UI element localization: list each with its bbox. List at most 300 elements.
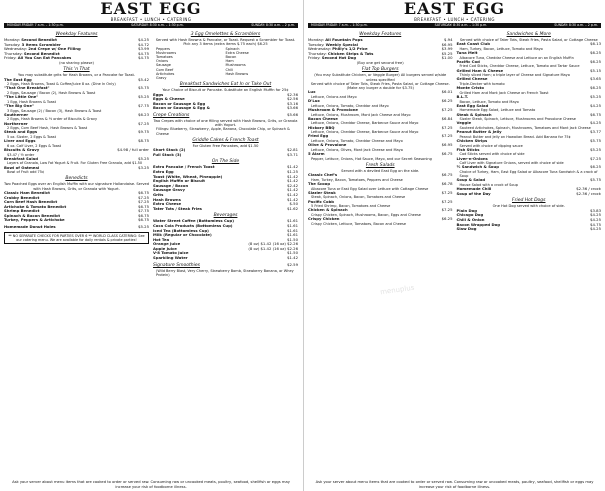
item-desc: Served with choice of dipping sauce xyxy=(459,143,523,148)
item-name: Sizzler Steak xyxy=(308,189,336,195)
right-col-2 xyxy=(457,30,602,232)
item-name: Bowl of Oatmeal xyxy=(4,164,40,170)
item-price: $2.36 xyxy=(287,91,298,97)
filling: Gravy xyxy=(156,76,167,81)
footer-disclaimer: Ask your server about menu items that are cooked to order or served raw. Consuming raw or uncooked meats, poultry, seafood, shellfish or eggs may increase your risk of foodborne illness. xyxy=(12,480,290,489)
left-col-1 xyxy=(4,30,149,277)
item-price: $4.25 xyxy=(590,216,601,222)
item-name: Liver-n-Onions xyxy=(456,155,488,161)
notice-box: ** NO SEPARATE CHECKS FOR PARTIES OVER 6 ** WORLD CLASS CATERING: See our catering menu. We are available for daily rentals & private parties! xyxy=(4,232,149,244)
item-price: $6.25 xyxy=(590,85,601,91)
item-price: $1.61 xyxy=(287,227,298,233)
item-name: Apple Juice xyxy=(153,245,177,251)
item-price: $6.75 xyxy=(138,217,149,223)
hours-saturday: SATURDAY: 8:30 a.m. – 1:30 p.m. xyxy=(131,23,184,27)
item-price: $5.75 xyxy=(590,177,601,183)
item-price: $1.25 xyxy=(287,168,298,174)
item-price: $6.84 xyxy=(441,115,453,121)
item-name: Chicago Dog xyxy=(456,212,484,218)
item-price: $2.56 xyxy=(287,96,298,102)
item-price: $7.25 xyxy=(441,133,453,139)
footer-disclaimer: Ask your server about menu items that are cooked to order or served raw. Consuming raw or uncooked meats, poultry, seafood, shellfish or eggs may increase your risk of foodborne illness. xyxy=(315,480,594,489)
item-price: $2.36 / crock xyxy=(576,186,601,192)
filling: Mushrooms xyxy=(156,50,177,55)
item-name: Eggs & Cheese xyxy=(153,96,185,102)
item-desc: 6 oz. Calf Liver, 2 Eggs & Toast xyxy=(7,143,62,148)
item-desc: Calf Liver with Signature Onions, served with choice of side xyxy=(459,161,564,166)
item-name: Slaw Dog xyxy=(456,226,477,232)
beverage-list xyxy=(153,219,298,260)
item-name: Grits xyxy=(153,191,164,197)
item-price: $3.25 xyxy=(138,164,149,170)
sandwich-list xyxy=(457,42,602,196)
item-price: $7.75 xyxy=(138,208,149,214)
item-name: Chicken Strips & Tots xyxy=(327,50,374,56)
smoothie-desc: (Wild Berry Blast, Very Cherry, Strawberry Bomb, Strawberry Banana, or Whey Protein) xyxy=(156,268,294,277)
item-name: Extra Egg xyxy=(153,168,174,174)
item-name: Weekly Special xyxy=(325,41,358,47)
item-name: Water Street Coffee (Bottomless Cup) xyxy=(153,218,234,224)
item-name: All Fountain Pops xyxy=(325,37,363,42)
item-price: $4.25 xyxy=(590,102,601,108)
omelette-price-line: Pick any 3 items (extra items $.75 each) $6.25 xyxy=(183,42,268,47)
filling: Tomatoes xyxy=(156,55,173,59)
item-name: Bacon or Sausage & Egg & xyxy=(153,105,210,111)
item-price: $7.25 xyxy=(441,124,453,130)
item-desc: $3.47 / ½ order xyxy=(7,152,35,157)
item-price: $5.25 xyxy=(441,50,453,56)
item-name: Hot Tea xyxy=(153,236,170,242)
section-desc: Served with choice of Tater Tots, Steak Fries, Pasta Salad, or Cottage Cheese xyxy=(459,38,598,42)
item-price: $1.42 xyxy=(287,178,298,184)
item-name: "That One Breakfast" xyxy=(4,85,50,91)
item-price: $1.61 xyxy=(287,232,298,238)
weekday-note: (no sharing please) xyxy=(59,60,94,65)
filling: Artichokes xyxy=(156,71,175,76)
item-name: All You Can Eat Pancakes xyxy=(17,55,72,61)
item-price: $2.42 xyxy=(287,182,298,188)
filling: Ham xyxy=(225,59,234,64)
item-desc: Lettuce, Onions, Olives, Mont Jack Cheese and Mayo xyxy=(311,147,403,152)
item-desc: House Salad with a crock of Soup xyxy=(459,183,518,188)
item-name: Fried Egg xyxy=(308,133,329,139)
item-price: $7.25 xyxy=(590,155,601,161)
item-desc: Lettuce, Onions, Cheddar Cheese, Barbecue Sauce and Mayo xyxy=(311,130,419,135)
hours-bar xyxy=(4,23,298,28)
section-desc: Served with choice of Tater Tots, Steak Fries, Pasta Salad, or Cottage Cheese. xyxy=(310,81,450,86)
item-name: ½ Sandwich & Soup xyxy=(456,164,499,170)
item-name: Sausage / Bacon xyxy=(153,182,189,188)
item-name: Soup of the Day xyxy=(456,190,491,196)
section-desc: Served with Hash Browns & Pancake, or Toast. Request a Scrambler for Toast. xyxy=(155,38,296,42)
item-price: $5.25 xyxy=(138,224,149,230)
hours-saturday: SATURDAY: 8:30 a.m. – 1:30 p.m. xyxy=(434,23,488,27)
item-name: Full Stack (3) xyxy=(153,151,182,157)
item-name: Mushroom & Provolone xyxy=(308,107,358,113)
item-price: $7.25 xyxy=(441,107,453,113)
item-price: $1.42 xyxy=(287,196,298,202)
item-name: Orange Juice xyxy=(153,241,181,247)
item-price: $6.95 xyxy=(441,142,453,148)
hours-sunday: SUNDAY: 8:30 a.m. – 2 p.m. xyxy=(251,23,295,27)
item-name: Grilled Ham & Cheese xyxy=(456,67,504,73)
item-price: $2.36 / crock xyxy=(576,190,601,196)
item-name: Turkey, Peppers & Artichoke xyxy=(4,217,65,223)
item-name: Sausage Gravy xyxy=(153,187,185,193)
section-title: On The Side xyxy=(211,159,240,165)
section-desc: Two Poached Eggs over an English Muffin with our signature Hollandaise. Served with Hash Browns, Grits, or Granola with Yogurt. xyxy=(4,182,149,191)
donut-item xyxy=(4,225,149,230)
section-desc: Two Crepes with choice of one filling served with Hash Browns, Grits, or Granola with Yogurt. xyxy=(153,118,298,128)
item-price: $6.25 xyxy=(590,164,601,170)
filling: Hash Browns xyxy=(225,71,249,76)
hours-sunday: SUNDAY: 8:30 a.m. – 2 p.m. xyxy=(554,23,598,27)
hours-bar xyxy=(308,23,601,28)
item-price: $8.75 xyxy=(138,138,149,144)
section-desc: (You may Substitute Chicken, or Veggie Burger) All burgers served w/side unless specified xyxy=(314,73,447,82)
item-name: Monte Cristo xyxy=(456,85,484,91)
filling: Onions xyxy=(156,59,169,64)
item-name: English Muffin or Biscuit xyxy=(153,178,205,184)
item-name: Iced Tea (Bottomless Cup) xyxy=(153,227,209,233)
item-name: Peanut Butter & Jelly xyxy=(456,129,502,135)
weekday-note: (Buy one get second free) xyxy=(356,60,404,65)
day-label: Friday: xyxy=(308,55,321,61)
this-that-list xyxy=(4,78,149,175)
item-name: Toast (White, Wheat, Pineapple) xyxy=(153,173,223,179)
list-item xyxy=(4,218,149,223)
breakfast-panel xyxy=(0,0,302,491)
section-desc: For Gluten Free Pancakes, add $1.50 xyxy=(192,143,259,148)
item-name: Breakfast Salad xyxy=(4,155,38,161)
item-name: Short Stack (2) xyxy=(153,147,186,153)
item-name: Southerner xyxy=(4,111,29,117)
benedict-list xyxy=(4,191,149,223)
item-name: East Egg Salad xyxy=(456,102,489,108)
item-desc: Crispy Chicken, Spinach, Mushrooms, Bacon, Eggs and Cheese xyxy=(311,212,421,217)
item-name: Liver and Eggs xyxy=(4,138,36,144)
item-price: $6.75 xyxy=(138,212,149,218)
item-price: $3.66 xyxy=(287,105,298,111)
brand-tagline: BREAKFAST • LUNCH • CATERING xyxy=(414,17,495,22)
item-price: $1.61 xyxy=(287,222,298,228)
item-name: Chicken Strips xyxy=(456,138,488,144)
item-desc: Bowl of Fruit add 75¢ xyxy=(7,170,45,175)
item-name: Crabby Benedict xyxy=(4,194,40,200)
item-desc: 2 Eggs, Sausage / Bacon (2), Hash Browns & Toast xyxy=(7,90,96,95)
section-title: Griddle Cakes & French Toast xyxy=(192,137,259,143)
day-label: Monday: xyxy=(4,37,20,42)
item-desc: 5 Fried Shrimp, Bacon, Tomatoes and Cheese xyxy=(311,204,391,209)
item-price: $6.75 xyxy=(590,111,601,117)
salad-list xyxy=(308,173,453,226)
item-name: V-8 Tomato Juice xyxy=(153,250,189,256)
item-name: "The Big One" xyxy=(4,102,34,108)
item-price: $1.62 xyxy=(287,205,298,211)
item-price: $3.99 xyxy=(138,46,149,52)
filling: Peppers xyxy=(156,46,170,51)
watermark: menuplus xyxy=(379,283,415,297)
item-name: Pacific Cod xyxy=(456,58,480,64)
item-desc: Peanut Butter and Jelly on Hawaiian Bread. Add Banana for 75¢ xyxy=(459,134,571,139)
item-price: $9.75 xyxy=(138,129,149,135)
item-desc: 5 oz. Sizzler, 2 Eggs & Toast xyxy=(7,134,56,139)
section-title: Benedicts xyxy=(65,176,88,182)
list-item xyxy=(153,256,298,261)
section-title: Crepe Creations xyxy=(153,112,190,118)
item-price: $2.59 xyxy=(287,261,298,267)
item-desc: Albacore Tuna, Cheddar Cheese and Lettuce on an English Muffin xyxy=(459,55,574,60)
item-name: Bacon Cheese xyxy=(308,115,338,121)
item-name: Northerner xyxy=(4,120,28,126)
day-label: Wednesday: xyxy=(308,46,331,52)
item-price: (8 oz) $1.42 (16 oz) $2.26 xyxy=(248,245,298,251)
item-price: $1.42 xyxy=(287,255,298,261)
hours-weekday: MONDAY-FRIDAY: 7 a.m. – 1:30 p.m. xyxy=(7,23,64,27)
item-desc: Ham, Turkey, Bacon, Tomatoes, Peppers and Cheese xyxy=(311,177,403,182)
item-price: $5.25 xyxy=(138,155,149,161)
item-name: Shrimp Benedict xyxy=(4,208,40,214)
section-title: Fried Hot Dogs xyxy=(512,198,546,204)
section-title: Breakfast Sandwiches Eat In or Take Out xyxy=(179,82,272,88)
item-name: Extra Pancake / French Toast xyxy=(153,164,215,170)
section-title: Sandwiches & More xyxy=(506,32,551,37)
item-name: Soup & Salad xyxy=(456,177,486,183)
filling: Extra Cheese xyxy=(225,50,249,55)
item-price: $5.75 xyxy=(138,85,149,91)
item-price: $6.95 xyxy=(441,41,453,47)
item-name: Extra Cheese xyxy=(153,201,182,207)
item-price: $4.72 xyxy=(138,41,149,47)
item-price: $6.25 xyxy=(590,50,601,56)
item-desc: 3 Eggs, Sausage (2) / Bacon (3), Hash Browns & Toast xyxy=(7,108,102,113)
item-price: $7.25 xyxy=(138,199,149,205)
item-desc: Albacore Tuna or East Egg Salad over Lettuce with Cottage Cheese xyxy=(311,186,429,191)
item-desc: Ham, Turkey, Bacon, Lettuce, Tomato and Mayo xyxy=(459,46,543,51)
item-name: 2nd Crepe w/ One Filling xyxy=(28,46,81,52)
section-desc: Your Choice of Biscuit or Pancake. Substitute an English Muffin for 25¢ xyxy=(162,88,289,93)
item-price: $2.81 xyxy=(287,147,298,153)
item-price: $3.16 xyxy=(287,100,298,106)
item-price: $6.75 xyxy=(441,151,453,157)
item-name: Homemade Chili xyxy=(456,186,492,192)
item-desc: Triple-Decker with tomato xyxy=(459,82,505,87)
item-price: $5.25 xyxy=(590,146,601,152)
item-name: Grilled Cheese xyxy=(456,76,488,82)
item-name: East Coast Club xyxy=(456,41,490,47)
item-price: $1.42 xyxy=(287,187,298,193)
item-desc: Lettuce, Onions, Mushroom, Mont Jack Cheese and Mayo xyxy=(311,112,411,117)
item-desc: 2 Eggs, Corn Beef Hash, Hash Browns & Toast xyxy=(7,126,88,131)
item-price: $5.25 xyxy=(590,94,601,100)
brand-logo: EAST EGG xyxy=(403,0,506,18)
item-name: Chili & Onion xyxy=(456,216,485,222)
item-price: $4.75 xyxy=(138,50,149,56)
item-name: Artichoke & Tomato Benedict xyxy=(4,203,67,209)
item-name: Second Benedict xyxy=(21,37,57,42)
item-name: Hickory BBQ xyxy=(308,124,335,130)
list-item xyxy=(153,153,298,158)
filling: Mushrooms xyxy=(225,63,246,68)
item-name: Fish Sticks xyxy=(456,146,480,152)
filling: Sausage xyxy=(156,63,171,68)
burger-list xyxy=(308,90,453,160)
item-price: $6.25 xyxy=(441,98,453,104)
item-price: $3.71 xyxy=(287,151,298,157)
item-price: $3.99 xyxy=(441,46,453,52)
item-name: Pacific Cobb xyxy=(308,198,335,204)
item-name: Corn Beef Hash Benedict xyxy=(4,199,58,205)
brand-logo: EAST EGG xyxy=(100,0,202,18)
item-desc: Sizzler Steak, Spinach, Lettuce, Mushrooms and Provolone Cheese xyxy=(459,117,576,122)
item-name: Milk (Regular or Chocolate) xyxy=(153,232,212,238)
item-price: $.50 xyxy=(289,201,298,207)
item-name: Classic Ham Benedict xyxy=(4,189,50,195)
section-title: Weekday Features xyxy=(55,32,98,37)
item-price: $1.00 xyxy=(441,55,453,61)
list-item xyxy=(457,192,602,197)
item-price: $.94 xyxy=(444,37,453,42)
item-name: Lux xyxy=(308,89,316,95)
item-price: $1.50 xyxy=(287,236,298,242)
item-desc: Homemade Egg Salad, Lettuce and Tomato xyxy=(459,108,536,113)
item-desc: Steak, Spinach, Onions, Bacon, Tomatoes and Cheese xyxy=(311,195,406,200)
item-name: Chicken & Spinach xyxy=(308,207,348,213)
item-price: $7.75 xyxy=(138,102,149,108)
filling: Spinach xyxy=(225,46,240,51)
item-name: Olive & Provolone xyxy=(308,142,347,148)
filling: Bacon xyxy=(225,55,237,59)
item-name: Tater Tots / Steak Fries xyxy=(153,205,202,211)
item-price: $4.75 xyxy=(590,221,601,227)
section-title: Flat Top Burgers xyxy=(361,67,399,73)
item-name: Homemade Donut Holes xyxy=(4,224,56,230)
day-label: Tuesday: xyxy=(308,41,325,47)
item-desc: Lettuce, Onions and Mayo xyxy=(311,95,357,100)
section-title: Fresh Salads xyxy=(365,162,395,168)
item-price: $6.75 xyxy=(138,203,149,209)
section-desc: One Hot Dog served with choice of side. xyxy=(492,204,565,209)
lunch-panel xyxy=(303,0,605,491)
section-desc: (Make any burger a double for $3.75) xyxy=(346,86,414,91)
item-name: Classic Chef's xyxy=(308,172,338,178)
item-price: $5.75 xyxy=(590,138,601,144)
item-name: Coca Cola Products (Bottomless Cup) xyxy=(153,222,233,228)
item-name: 5 Alarm xyxy=(308,151,325,157)
item-desc: Sauteed Artichokes, Spinach, Mushrooms, Tomatoes and Mont Jack Cheese xyxy=(459,126,591,131)
item-price: $4.25 xyxy=(590,212,601,218)
item-price: $1.50 xyxy=(287,250,298,256)
item-price: $5.25 xyxy=(138,94,149,100)
item-desc: Bacon, Lettuce, Tomato and Mayo xyxy=(459,99,519,104)
sides-list xyxy=(153,165,298,211)
item-name: Hash Browns xyxy=(153,196,181,202)
item-price: $5.15 xyxy=(590,67,601,73)
item-name: Bacon Wrapped Dog xyxy=(456,221,500,227)
item-name: Eggs xyxy=(153,91,164,97)
item-name: B.L.T. xyxy=(456,94,469,100)
item-name: Sparkling Water xyxy=(153,255,188,261)
day-label: Tuesday: xyxy=(4,41,21,47)
item-desc: Lettuce, Onions, Cheddar Cheese, Barbecue Sauce and Mayo xyxy=(311,121,419,126)
item-price: $5.42 xyxy=(138,76,149,82)
item-price: $1.42 xyxy=(287,173,298,179)
item-desc: 2 Eggs, Hash Browns, Toast & Coffee/Juice 8 oz. (Dine In Only) xyxy=(7,82,116,87)
item-price: $3.83 xyxy=(590,207,601,213)
hotdog-list xyxy=(457,209,602,232)
item-desc: 1 Egg, Hash Browns & Toast xyxy=(7,99,56,104)
hours-weekday: MONDAY-FRIDAY: 7 a.m. – 1:30 p.m. xyxy=(311,23,368,27)
item-price: $4.98 / full order xyxy=(117,146,149,152)
item-price: $7.25 xyxy=(138,194,149,200)
item-price: $6.13 xyxy=(590,41,601,47)
brand-tagline: BREAKFAST • LUNCH • CATERING xyxy=(110,17,192,22)
item-price: $6.25 xyxy=(590,58,601,64)
item-name: D'Lux xyxy=(308,98,320,104)
item-desc: Pepper, Lettuce, Onions, Hot Sauce, Mayo, and our Secret Seasoning xyxy=(311,156,432,161)
filling: Corn Beef xyxy=(156,67,174,72)
day-label: Friday: xyxy=(4,55,17,61)
item-name: "The Little One" xyxy=(4,94,39,100)
day-label: Monday: xyxy=(308,37,324,42)
section-title: 3 Egg Omelettes & Scramblers xyxy=(190,32,261,37)
list-item xyxy=(153,106,298,111)
item-price: $4.25 xyxy=(590,226,601,232)
item-name: Biscuits & Gravy xyxy=(4,146,40,152)
item-desc: Crispy Chicken, Lettuce, Tomatoes, Bacon and Cheese xyxy=(311,221,406,226)
bbs-list xyxy=(153,93,298,111)
section-desc: You may substitute grits for Hash Browns, or a Pancake for Toast. xyxy=(18,73,135,78)
item-desc: Lettuce, Onions, Tomato, Cheddar and Mayo xyxy=(311,103,389,108)
item-desc: Grilled Ham and Mont Jack Cheese on French Toast xyxy=(459,90,549,95)
section-title: Beverages xyxy=(213,213,238,219)
item-name: Second Benedict xyxy=(23,50,60,56)
item-name: Crispy Chicken xyxy=(308,216,340,222)
day-label: Thursday: xyxy=(4,50,23,56)
item-name: Bacon or Sausage & Egg xyxy=(153,100,206,106)
item-price: $3.65 xyxy=(590,76,601,82)
item-price: (8 oz) $1.42 (16 oz) $2.26 xyxy=(248,241,298,247)
item-price: $7.25 xyxy=(441,198,453,204)
right-col-1 xyxy=(308,30,453,232)
day-label: Wednesday: xyxy=(4,46,27,52)
item-price: $6.75 xyxy=(441,172,453,178)
item-name: Steak and Eggs xyxy=(4,129,38,135)
item-price: $3.77 xyxy=(590,129,601,135)
item-desc: 2 Eggs, Hash Browns & ½ order of Biscuits & Gravy xyxy=(7,117,98,122)
item-price: $1.61 xyxy=(287,218,298,224)
section-title: This 'n That xyxy=(63,67,90,73)
weekday-list xyxy=(4,38,149,65)
item-price: $4.25 xyxy=(590,120,601,126)
item-price: $7.25 xyxy=(441,207,453,213)
left-col-2 xyxy=(153,30,298,277)
item-name: Veggie xyxy=(456,120,472,126)
section-desc: Served with a deviled East Egg on the side. xyxy=(341,168,420,173)
crepe-fillings: Fillings: Blueberry, Strawberry, Apple, Banana, Chocolate Chip, or Spinach & Cheese xyxy=(156,127,290,136)
item-name: Spinach & Bacon Benedict xyxy=(4,212,61,218)
item-name: The Scoop xyxy=(308,180,331,186)
item-name: Second Hot Dog xyxy=(321,55,357,61)
item-desc: Fried Cod Sticks, Cheddar Cheese, Lettuce, Tomato and Tartar Sauce xyxy=(459,64,580,69)
item-name: The East Egg xyxy=(4,76,32,82)
list-item xyxy=(153,207,298,212)
item-name: Steak & Spinach xyxy=(456,111,492,117)
item-desc: Layers of Granola, Low Fat Yogurt & Fruit. For Gluten Free Granola, add $1.50 xyxy=(7,161,143,166)
item-name: Tuna Melt xyxy=(456,50,478,56)
item-name: 3 Items Scrambler xyxy=(21,41,61,47)
list-item xyxy=(457,227,602,232)
